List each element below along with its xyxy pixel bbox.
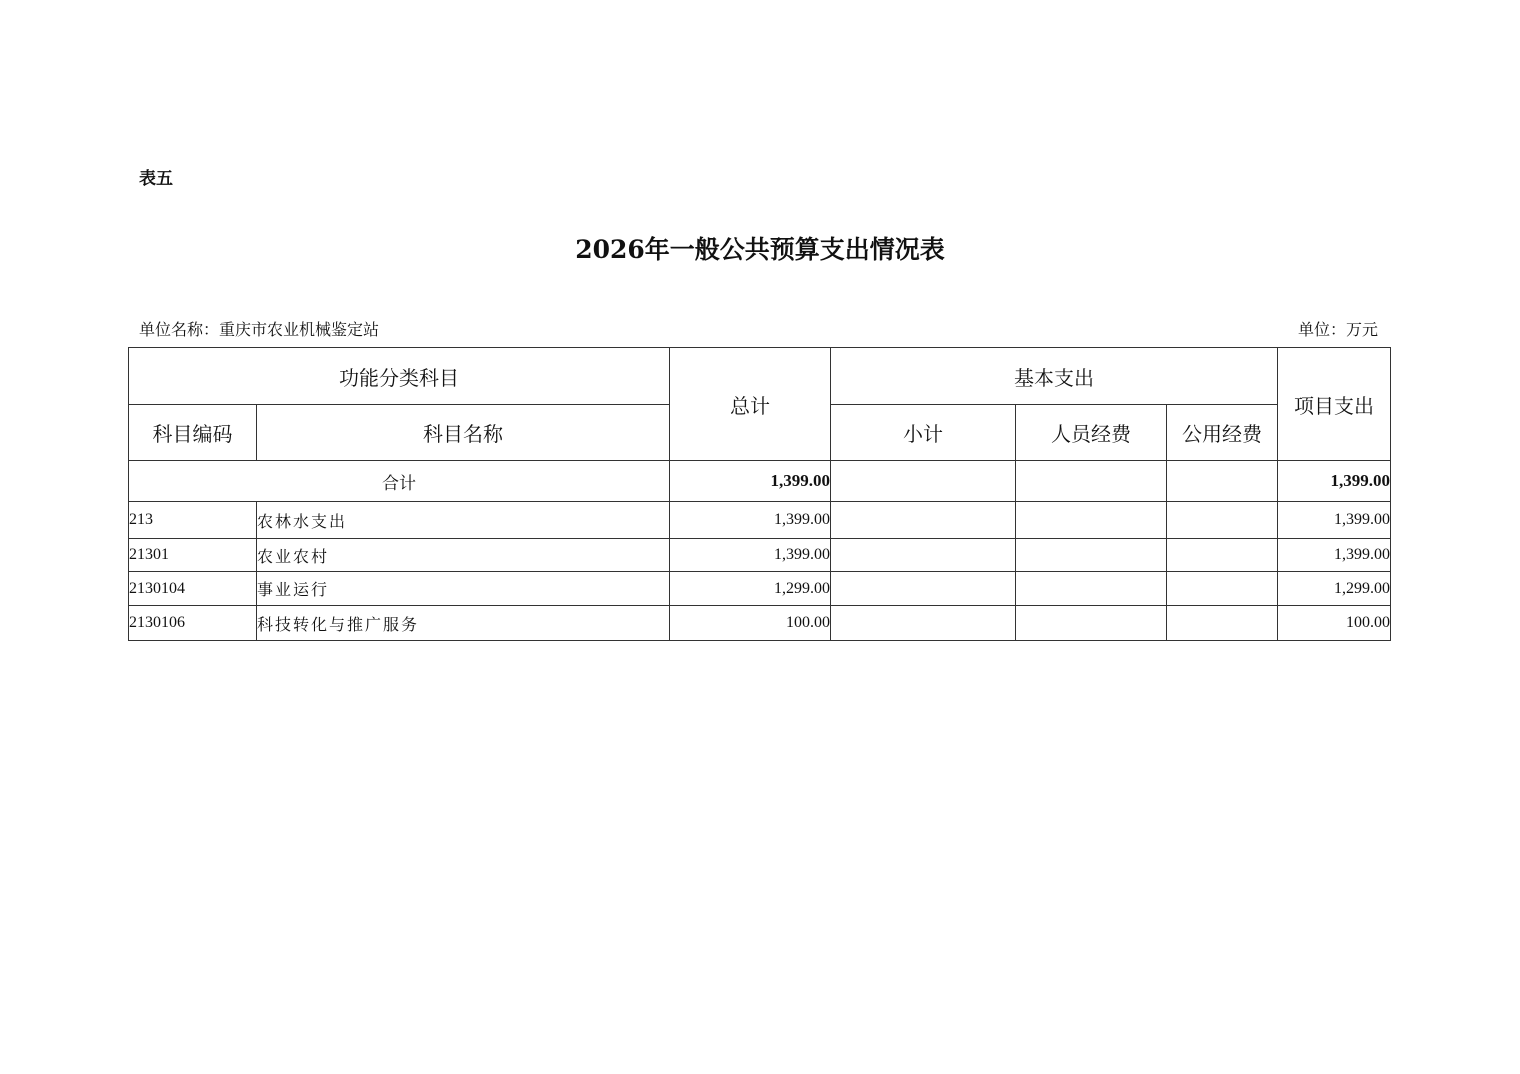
table-row [129, 502, 1391, 539]
total-project: 1,399.00 [1278, 461, 1391, 502]
header-subject-name: 科目名称 [257, 405, 670, 461]
header-public: 公用经费 [1167, 405, 1278, 461]
row-subtotal [831, 572, 1016, 606]
header-basic-expenditure: 基本支出 [831, 348, 1278, 405]
total-amount: 1,399.00 [670, 461, 831, 502]
row-project: 1,299.00 [1278, 572, 1391, 606]
row-code: 213 [129, 502, 257, 539]
row-subtotal [831, 539, 1016, 572]
row-public [1167, 606, 1278, 641]
row-public [1167, 539, 1278, 572]
total-label: 合计 [129, 461, 670, 502]
row-project: 1,399.00 [1278, 502, 1391, 539]
row-name: 农业农村 [257, 539, 670, 572]
row-name: 科技转化与推广服务 [257, 606, 670, 641]
row-public [1167, 572, 1278, 606]
row-public [1167, 502, 1278, 539]
header-total: 总计 [670, 348, 831, 461]
row-subtotal [831, 606, 1016, 641]
row-total: 1,399.00 [670, 539, 831, 572]
row-total: 1,399.00 [670, 502, 831, 539]
row-name: 事业运行 [257, 572, 670, 606]
row-personnel [1016, 502, 1167, 539]
total-row [129, 461, 1391, 502]
row-name: 农林水支出 [257, 502, 670, 539]
table-row [129, 606, 1391, 641]
page-title: 2026年一般公共预算支出情况表 [575, 235, 945, 264]
header-project-expenditure: 项目支出 [1278, 348, 1391, 461]
header-function-category: 功能分类科目 [129, 348, 670, 405]
header-subtotal: 小计 [831, 405, 1016, 461]
currency-unit: 单位：万元 [1297, 320, 1378, 339]
row-subtotal [831, 502, 1016, 539]
row-personnel [1016, 606, 1167, 641]
header-personnel: 人员经费 [1016, 405, 1167, 461]
total-personnel [1016, 461, 1167, 502]
total-subtotal [831, 461, 1016, 502]
row-code: 2130104 [129, 572, 257, 606]
row-personnel [1016, 572, 1167, 606]
header-subject-code: 科目编码 [129, 405, 257, 461]
table-row [129, 572, 1391, 606]
row-code: 2130106 [129, 606, 257, 641]
row-total: 1,299.00 [670, 572, 831, 606]
total-public [1167, 461, 1278, 502]
row-code: 21301 [129, 539, 257, 572]
row-personnel [1016, 539, 1167, 572]
unit-name: 单位名称：重庆市农业机械鉴定站 [139, 320, 380, 339]
table-label: 表五 [139, 169, 173, 189]
row-project: 1,399.00 [1278, 539, 1391, 572]
row-project: 100.00 [1278, 606, 1391, 641]
table-row [129, 539, 1391, 572]
row-total: 100.00 [670, 606, 831, 641]
budget-table [128, 347, 1391, 641]
